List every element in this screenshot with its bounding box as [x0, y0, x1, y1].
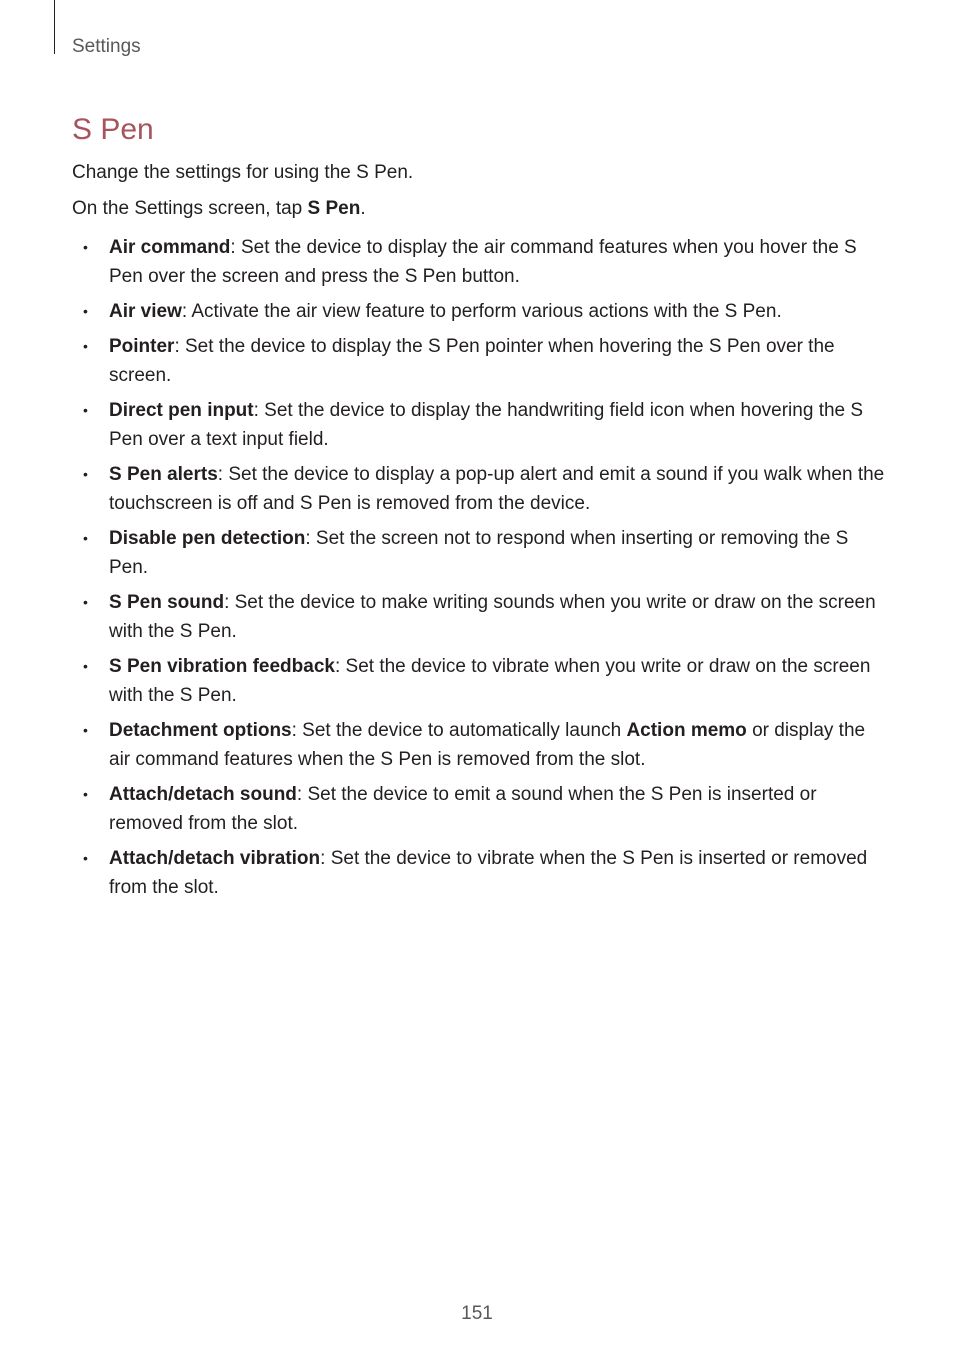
- bullet-icon: •: [83, 303, 88, 319]
- feature-description: : Set the device to make writing sounds when you write or draw on the screen with the S Pen.: [109, 592, 876, 642]
- feature-term: S Pen vibration feedback: [109, 656, 335, 677]
- list-item: [72, 780, 890, 838]
- intro-text: Change the settings for using the S Pen.: [72, 162, 414, 183]
- list-item: [72, 233, 890, 291]
- feature-term: Direct pen input: [109, 400, 254, 421]
- bullet-icon: •: [83, 850, 88, 866]
- feature-description: : Set the screen not to respond when inserting or removing the S Pen.: [109, 528, 849, 578]
- list-item: [72, 652, 890, 710]
- list-item: [72, 716, 890, 774]
- feature-term: Attach/detach sound: [109, 784, 297, 805]
- page-title: S Pen: [72, 113, 154, 146]
- feature-description: : Set the device to display the handwriting field icon when hovering the S Pen over a text input field.: [109, 400, 864, 450]
- running-header: Settings: [72, 36, 141, 57]
- feature-description: : Set the device to display the S Pen pointer when hovering the S Pen over the screen.: [109, 336, 835, 386]
- list-item: [72, 332, 890, 390]
- feature-description: : Set the device to automatically launch: [291, 720, 627, 741]
- feature-term: Air view: [109, 301, 182, 322]
- page-number: 151: [461, 1303, 493, 1324]
- bullet-icon: •: [83, 466, 88, 482]
- bullet-icon: •: [83, 658, 88, 674]
- bullet-icon: •: [83, 239, 88, 255]
- bullet-icon: •: [83, 594, 88, 610]
- intro-instruction-menu-name: S Pen: [307, 198, 361, 219]
- feature-term: Disable pen detection: [109, 528, 306, 549]
- feature-inline-term: Action memo: [626, 720, 747, 741]
- bullet-icon: •: [83, 786, 88, 802]
- feature-description: : Set the device to vibrate when you write or draw on the screen with the S Pen.: [109, 656, 871, 706]
- feature-description: : Set the device to display a pop-up alert and emit a sound if you walk when the touchscreen is off and S Pen is removed from the device.: [109, 464, 885, 514]
- list-item: [72, 396, 890, 454]
- intro-instruction: [72, 196, 366, 222]
- bullet-icon: •: [83, 530, 88, 546]
- list-item: [72, 588, 890, 646]
- feature-description: : Activate the air view feature to perform various actions with the S Pen.: [181, 301, 782, 322]
- list-item: [72, 524, 890, 582]
- list-item: [72, 297, 890, 326]
- feature-term: Attach/detach vibration: [109, 848, 321, 869]
- feature-description: : Set the device to display the air command features when you hover the S Pen over the screen and press the S Pen button.: [109, 237, 857, 287]
- feature-term: S Pen sound: [109, 592, 225, 613]
- feature-term: Detachment options: [109, 720, 292, 741]
- header-margin-rule: [54, 0, 55, 54]
- feature-term: Air command: [109, 237, 231, 258]
- bullet-icon: •: [83, 338, 88, 354]
- feature-list: [72, 233, 890, 908]
- bullet-icon: •: [83, 722, 88, 738]
- feature-term: S Pen alerts: [109, 464, 218, 485]
- intro-instruction-suffix: .: [360, 198, 366, 219]
- feature-term: Pointer: [109, 336, 175, 357]
- list-item: [72, 460, 890, 518]
- intro-instruction-prefix: On the Settings screen, tap: [72, 198, 308, 219]
- feature-description: : Set the device to emit a sound when the S Pen is inserted or removed from the slot.: [109, 784, 817, 834]
- bullet-icon: •: [83, 402, 88, 418]
- feature-description-continued: or display the air command features when the S Pen is removed from the slot.: [109, 720, 866, 770]
- list-item: [72, 844, 890, 902]
- feature-description: : Set the device to vibrate when the S Pen is inserted or removed from the slot.: [109, 848, 868, 898]
